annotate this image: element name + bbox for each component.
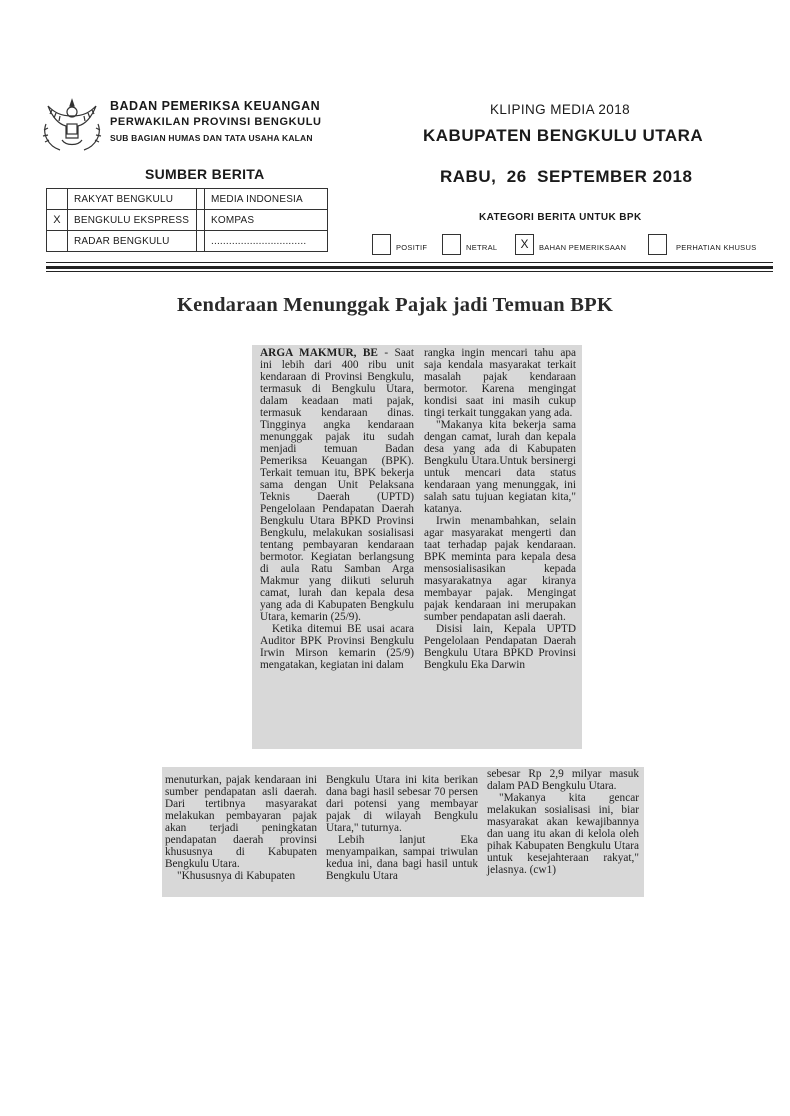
source-mark: [197, 189, 205, 210]
article-paragraph: "Makanya kita gencar melakukan sosialisasi ini, biar masyarakat akan kewajibannya dan uang itu akan di kelola oleh pihak Kabupaten Bengkulu Utara untuk kesejahteraan rakyat," jelasnya. (cw1): [487, 792, 639, 876]
source-table: [46, 188, 328, 252]
article-paragraph: "Khususnya di Kabupaten: [177, 870, 296, 882]
source-row: [47, 231, 328, 252]
article-paragraph: "Makanya kita bekerja sama dengan camat, lurah dan kepala desa yang ada di Kabupaten Bengkulu Utara.Untuk bersinergi untuk mencari data status kendaraan yang menunggak, ini salah satu tujuan kegiatan kita," katanya.: [424, 419, 576, 515]
category-label: PERHATIAN KHUSUS: [676, 243, 757, 252]
article-paragraph: [260, 347, 414, 623]
category-checkbox-bahan-pemeriksaan[interactable]: X: [515, 234, 534, 255]
article-column: [165, 774, 317, 882]
header-divider: [46, 262, 773, 263]
source-mark: [47, 189, 68, 210]
category-title: KATEGORI BERITA UNTUK BPK: [479, 212, 642, 223]
article-paragraph: menuturkan, pajak kendaraan ini sumber pendapatan asli daerah. Dari tertibnya masyarakat melakukan pembayaran pajak akan terjadi peningkatan pendapatan daerah provinsi khususnya di Kabupaten Bengkulu Utara.: [165, 774, 317, 870]
category-label: NETRAL: [466, 243, 498, 252]
article-text: - Saat ini lebih dari 400 ribu unit kendaraan di Provinsi Bengkulu, termasuk di Bengkulu Utara, dalam keadaan mati pajak, termasuk kendaraan dinas. Tingginya angka kendaraan menunggak pajak itu sudah menjadi temuan Badan Pemeriksa Keuangan (BPK). Terkait temuan itu, BPK bekerja sama dengan Unit Pelaksana Teknis Daerah (UPTD) Pengelolaan Pendapatan Daerah Bengkulu Utara BPKD Provinsi Bengkulu, melakukan sosialisasi tentang pembayaran kendaraan bermotor. Kegiatan berlangsung di aula Ratu Samban Arga Makmur yang diikuti seluruh camat, lurah dan kepala desa yang ada di Kabupaten Bengkulu Utara, kemarin (25/9).: [260, 347, 414, 623]
article-paragraph: Ketika ditemui BE usai acara Auditor BPK Provinsi Bengkulu Irwin Mirson kemarin (25/9) mengatakan, kegiatan ini dalam: [260, 623, 414, 671]
source-mark: [197, 210, 205, 231]
article-column: [260, 347, 414, 671]
article-headline: Kendaraan Menunggak Pajak jadi Temuan BPK: [177, 294, 613, 316]
region-title: KABUPATEN BENGKULU UTARA: [423, 126, 704, 145]
article-paragraph: Irwin menambahkan, selain agar masyarakat mengerti dan taat terhadap pajak kendaraan. BPK meminta para kepala desa mensosialisasikan kepada masyarakatnya agar kiranya membayar pajak. Mengingat pajak kendaraan ini merupakan sumber pendapatan asli daerah.: [424, 515, 576, 623]
article-dateline: ARGA MAKMUR, BE: [260, 347, 378, 359]
source-name: RAKYAT BENGKULU: [68, 189, 197, 210]
header-divider: [46, 271, 773, 272]
header-divider: [46, 266, 773, 269]
article-paragraph: Disisi lain, Kepala UPTD Pengelolaan Pendapatan Daerah Bengkulu Utara BPKD Provinsi Bengkulu Eka Darwin: [424, 623, 576, 671]
article-paragraph: sebesar Rp 2,9 milyar masuk dalam PAD Bengkulu Utara.: [487, 768, 639, 792]
source-mark: [47, 231, 68, 252]
source-title: SUMBER BERITA: [145, 166, 265, 182]
org-branch: PERWAKILAN PROVINSI BENGKULU: [110, 116, 322, 128]
org-name: BADAN PEMERIKSA KEUANGAN: [110, 99, 321, 113]
article-paragraph: Lebih lanjut Eka menyampaikan, sampai triwulan kedua ini, dana bagi hasil untuk Bengkulu Utara: [326, 834, 478, 882]
source-row: [47, 189, 328, 210]
org-unit: SUB BAGIAN HUMAS DAN TATA USAHA KALAN: [110, 133, 313, 143]
category-checkbox-netral[interactable]: [442, 234, 461, 255]
source-name: RADAR BENGKULU: [68, 231, 197, 252]
source-name: KOMPAS: [205, 210, 328, 231]
category-label: BAHAN PEMERIKSAAN: [539, 243, 627, 252]
kliping-title: KLIPING MEDIA 2018: [490, 102, 631, 117]
source-mark: [197, 231, 205, 252]
category-checkbox-perhatian-khusus[interactable]: [648, 234, 667, 255]
article-column: [424, 347, 576, 671]
source-mark: X: [47, 210, 68, 231]
article-column: [326, 774, 478, 882]
category-checkbox-positif[interactable]: [372, 234, 391, 255]
category-label: POSITIF: [396, 243, 428, 252]
source-name: MEDIA INDONESIA: [205, 189, 328, 210]
article-column: [487, 768, 639, 876]
clipping-date: RABU, 26 SEPTEMBER 2018: [440, 167, 693, 186]
article-paragraph: Bengkulu Utara ini kita berikan dana bagi hasil sebesar 70 persen dari potensi yang membayar pajak di wilayah Bengkulu Utara," tuturnya.: [326, 774, 478, 834]
source-row: [47, 210, 328, 231]
source-name: ................................: [205, 231, 328, 252]
article-paragraph: rangka ingin mencari tahu apa saja kendala masyarakat terkait masalah pajak kendaraan bermotor. Karena mengingat kondisi saat ini masih cukup tingi terkait tunggakan yang ada.: [424, 347, 576, 419]
source-name: BENGKULU EKSPRESS: [68, 210, 197, 231]
bpk-emblem-icon: [40, 94, 104, 154]
